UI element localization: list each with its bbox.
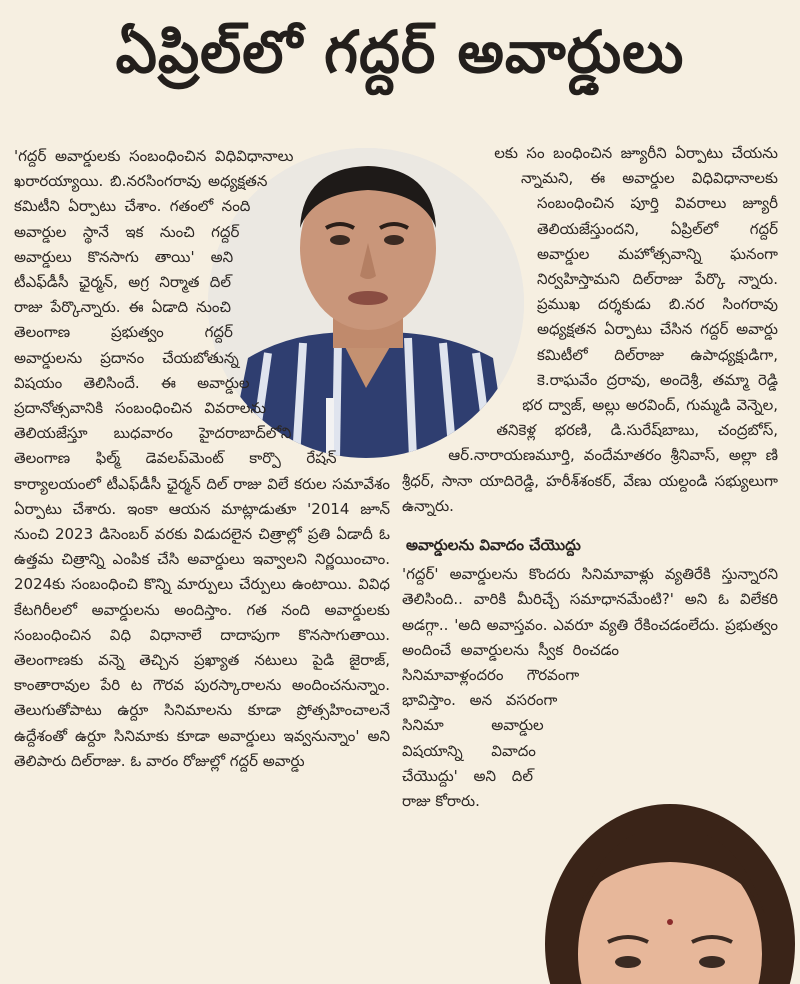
- left-article-text: 'గద్దర్ అవార్డులకు సంబంధించిన విధివిధానాలు ఖరారయ్యాయి. బి.నరసింగరావు అధ్యక్షతన కమిటీని ఏర్పాటు చేశాం. గతంలో నంది అవార్డుల స్థానే ఇక నుంచి గద్దర్ అవార్డులు కొనసాగు తాయి' అని టీఎఫ్‌డీసీ ఛైర్మన్, అగ్ర నిర్మాత దిల్ రాజు పేర్కొన్నారు. ఈ ఏడాది నుంచి తెలంగాణ ప్రభుత్వం గద్దర్ అవార్డులను ప్రదానం చేయబోతున్న విషయం తెలిసిందే. ఈ అవార్డుల ప్రదానోత్సవానికి సంబంధించిన వివరాలను తెలియజేస్తూ బుధవారం హైదరాబాద్‌లోని తెలంగాణ ఫిల్మ్ డెవలప్‌మెంట్ కార్పొ రేషన్ కార్యాలయంలో టీఎఫ్‌డీసీ ఛైర్మన్ దిల్ రాజు విలే కరుల సమావేశం ఏర్పాటు చేశారు. ఇంకా ఆయన మాట్లాడుతూ '2014 జూన్ నుంచి 2023 డిసెంబర్ వరకు విడుదలైన చిత్రాల్లో ప్రతి ఏడాదీ ఓ ఉత్తమ చిత్రాన్ని ఎంపిక చేసి అవార్డులు ఇవ్వాలని నిర్ణయించాం. 2024కు సంబంధించి కొన్ని మార్పులు చేర్పులు ఉంటాయి. వివిధ కేటగిరీలలో అవార్డులను అందిస్తాం. గత నంది అవార్డులకు సంబంధించిన విధి విధానాలే దాదాపుగా కొనసాగుతాయి. తెలంగాణకు వన్నె తెచ్చిన ప్రఖ్యాత నటులు పైడి జైరాజ్, కాంతారావుల పేరి ట గౌరవ పురస్కారాలను అందించనున్నాం. తెలుగుతోపాటు ఉర్దూ సినిమాలను కూడా ప్రోత్సహించాలనే ఉద్దేశంతో ఉర్దూ సినిమాకు కూడా అవార్డులు ఇవ్వనున్నాం' అని తెలిపారు దిల్‌రాజు. ఓ వారం రోజుల్లో గద్దర్ అవార్డు: [14, 147, 390, 770]
- right-column: [402, 141, 778, 822]
- actress-photo: [520, 804, 800, 984]
- right-article-text-2: 'గద్దర్' అవార్డులను కొందరు సినిమావాళ్లు వ్యతిరేకి స్తున్నారని తెలిసింది.. వారికి మీరిచ్చే సమాధానమేంటి?' అని ఓ విలేకరి అడగ్గా.. 'అది అవాస్తవం. ఎవరూ వ్యతి రేకించడంలేదు. ప్రభుత్వం అందించే అవార్డులను స్వీక రించడం సినిమావాళ్లందరం గౌరవంగా భావిస్తాం. అన వసరంగా సినిమా అవార్డుల విషయాన్ని వివాదం చేయొద్దు' అని దిల్ రాజు కోరారు.: [402, 565, 778, 811]
- subheading: అవార్డులను వివాదం చేయొద్దు: [406, 536, 581, 555]
- headline: ఏప్రిల్‌లో గద్దర్ అవార్డులు: [115, 18, 685, 86]
- right-article-text: లకు సం బంధించిన జ్యూరీని ఏర్పాటు చేయను న్నామని, ఈ అవార్డుల విధివిధానాలకు సంబంధించిన పూర్తి వివరాలు జ్యూరీ తెలియజేస్తుందని, ఏప్రిల్‌లో గద్దర్ అవార్డుల మహోత్సవాన్ని ఘనంగా నిర్వహిస్తామని దిల్‌రాజు పేర్కొ న్నారు. ప్రముఖ దర్శకుడు బి.నర సింగరావు అధ్యక్షతన ఏర్పాటు చేసిన గద్దర్ అవార్డు కమిటీలో దిల్‌రాజు ఉపాధ్యక్షుడిగా, కె.రాఘవేం ద్రరావు, అందెశ్రీ, తమ్మా రెడ్డి భర ద్వాజ్, అల్లు అరవింద్, గుమ్మడి వెన్నెల, తనికెళ్ల భరణి, డి.సురేష్‌బాబు, చంద్రబోస్, ఆర్.నారాయణమూర్తి, వందేమాతరం శ్రీనివాస్, అల్లా ణి శ్రీధర్, సానా యాదిరెడ్డి, హరీశ్‌శంకర్, వేణు యల్దండి సభ్యులుగా ఉన్నారు.: [402, 144, 778, 515]
- left-column: [14, 144, 390, 774]
